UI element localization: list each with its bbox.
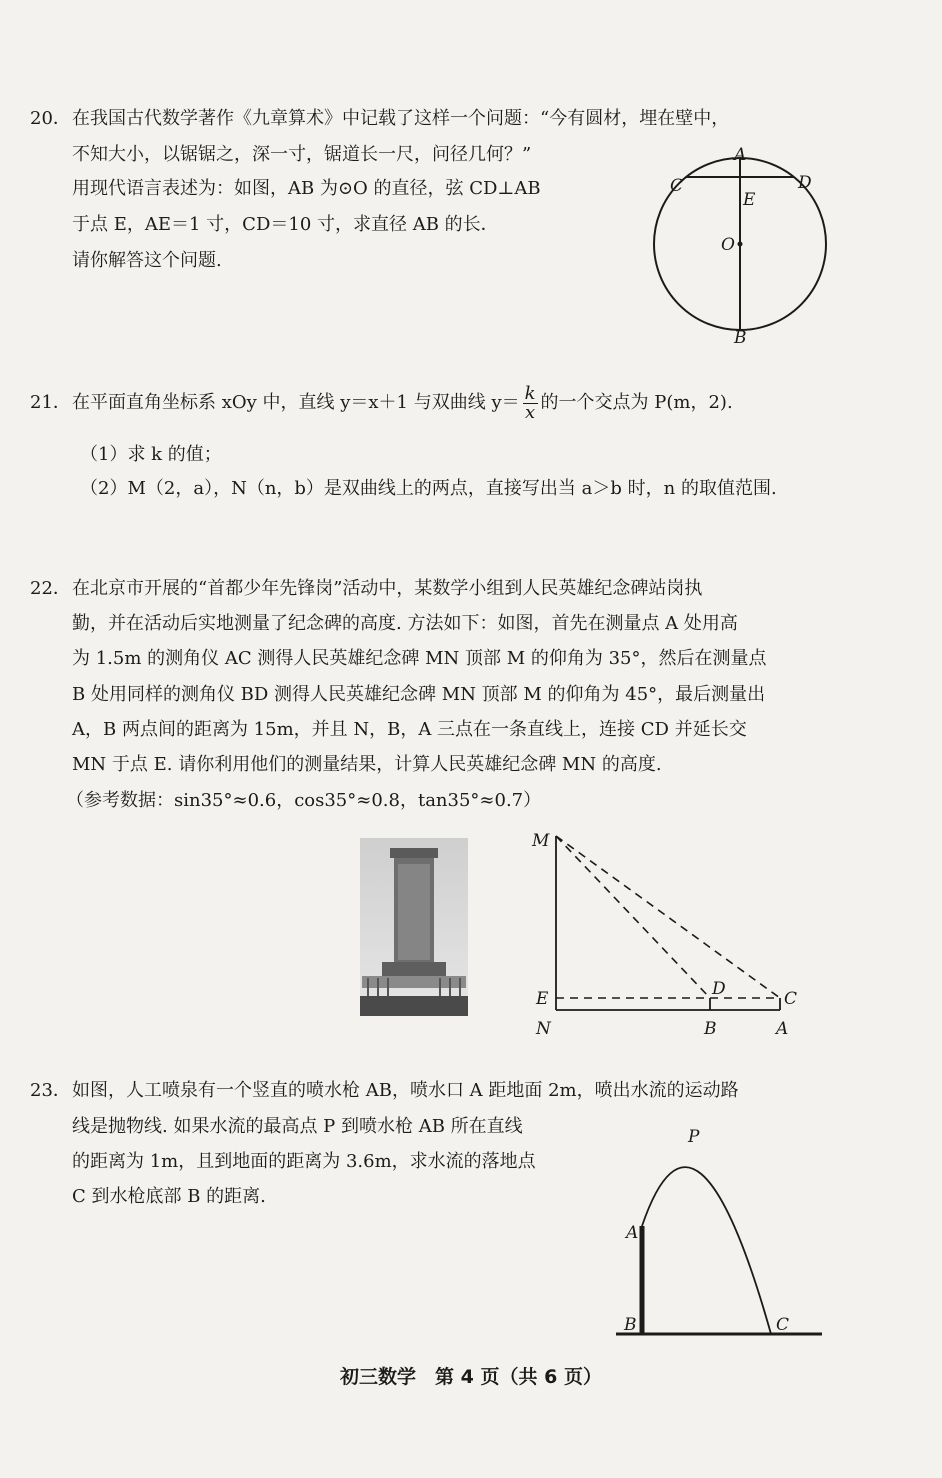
q23-line-2: 线是抛物线. 如果水流的最高点 P 到喷水枪 AB 所在直线 [72, 1116, 523, 1137]
q21-stem [72, 380, 733, 426]
label-o: O [721, 235, 735, 255]
label-c: C [776, 1315, 790, 1335]
q20-line-3: 用现代语言表述为：如图，AB 为⊙O 的直径，弦 CD⊥AB [72, 178, 541, 199]
label-n: N [536, 1019, 551, 1039]
water-parabola [642, 1167, 771, 1334]
monument-photo [360, 838, 468, 1016]
q22-line-3: 为 1.5m 的测角仪 AC 测得人民英雄纪念碑 MN 顶部 M 的仰角为 35°，然后在测量点 [72, 648, 767, 669]
q20-line-5: 请你解答这个问题. [72, 250, 222, 271]
label-a: A [626, 1223, 639, 1243]
label-b: B [704, 1019, 717, 1039]
label-e: E [536, 989, 549, 1009]
label-b: B [734, 328, 747, 348]
label-e: E [743, 190, 756, 210]
q22-line-4: B 处用同样的测角仪 BD 测得人民英雄纪念碑 MN 顶部 M 的仰角为 45°，最后测量出 [72, 684, 766, 705]
q21-stem-after: 的一个交点为 P(m，2). [540, 392, 733, 413]
q23-line-4: C 到水枪底部 B 的距离. [72, 1186, 266, 1207]
circle-figure [650, 140, 850, 352]
q22-line-2: 勤，并在活动后实地测量了纪念碑的高度. 方法如下：如图，首先在测量点 A 处用高 [72, 613, 738, 634]
monument-figure [520, 826, 810, 1046]
label-d: D [712, 979, 726, 999]
q22-line-6: MN 于点 E. 请你利用他们的测量结果，计算人民英雄纪念碑 MN 的高度. [72, 754, 662, 775]
q22-line-1: 在北京市开展的“首都少年先锋岗”活动中，某数学小组到人民英雄纪念碑站岗执 [72, 578, 703, 599]
label-m: M [532, 831, 550, 851]
q21-stem-before: 在平面直角坐标系 xOy 中，直线 y＝x＋1 与双曲线 y＝ [72, 392, 520, 413]
q21-number: 21． [30, 392, 71, 413]
q21-fraction [523, 382, 538, 423]
q21-frac-num: k [524, 382, 536, 404]
q23-line-1: 如图，人工喷泉有一个竖直的喷水枪 AB，喷水口 A 距地面 2m，喷出水流的运动路 [72, 1080, 739, 1101]
line-md [556, 836, 710, 998]
q23-line-3: 的距离为 1m，且到地面的距离为 3.6m，求水流的落地点 [72, 1151, 536, 1172]
q21-frac-den: x [525, 401, 536, 423]
fountain-figure [610, 1122, 830, 1352]
q20-number: 20． [30, 108, 71, 129]
label-c: C [784, 989, 798, 1009]
label-a: A [776, 1019, 789, 1039]
label-b: B [624, 1315, 637, 1335]
label-a: A [734, 145, 747, 165]
page-footer: 初三数学 第 4 页（共 6 页） [340, 1366, 602, 1388]
q20-line-4: 于点 E，AE＝1 寸，CD＝10 寸，求直径 AB 的长． [72, 214, 499, 235]
line-mc [556, 836, 780, 998]
q21-part-1: （1）求 k 的值； [80, 444, 222, 465]
q23-number: 23． [30, 1080, 71, 1101]
q21-part-2: （2）M（2，a），N（n，b）是双曲线上的两点，直接写出当 a＞b 时，n 的取值范围. [80, 478, 777, 499]
label-c: C [670, 176, 684, 196]
label-d: D [798, 173, 812, 193]
q22-line-7: （参考数据：sin35°≈0.6，cos35°≈0.8，tan35°≈0.7） [66, 790, 542, 811]
center-point [738, 242, 743, 247]
q20-line-1: 在我国古代数学著作《九章算术》中记载了这样一个问题：“今有圆材，埋在壁中， [72, 108, 730, 129]
q22-number: 22． [30, 578, 71, 599]
q20-line-2: 不知大小，以锯锯之，深一寸，锯道长一尺，问径几何？” [72, 144, 532, 165]
label-p: P [688, 1127, 700, 1147]
q22-line-5: A，B 两点间的距离为 15m，并且 N，B，A 三点在一条直线上，连接 CD 并延长交 [72, 719, 747, 740]
